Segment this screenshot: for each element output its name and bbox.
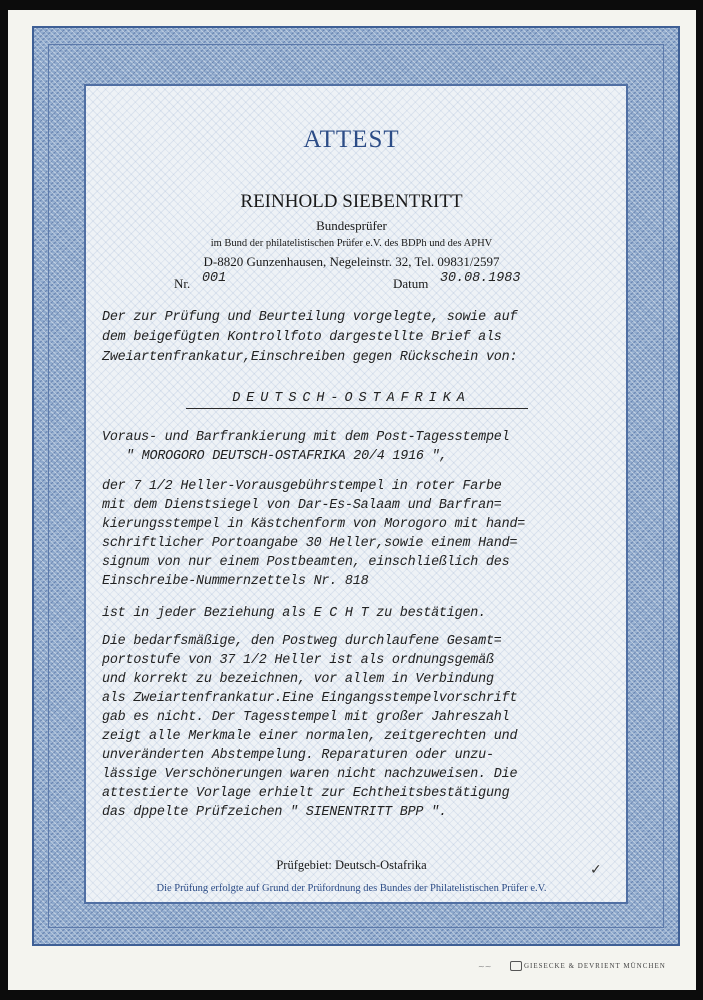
pencil-check-icon: ✓	[590, 862, 602, 878]
description-line: signum von nur einem Postbeamten, einschließlich des	[102, 555, 510, 570]
pencil-scribble-icon: ~~	[478, 962, 492, 971]
examination-region: Prüfgebiet: Deutsch-Ostafrika	[276, 858, 427, 872]
description-line: mit dem Dienstsiegel von Dar-Es-Salaam und Barfran=	[102, 498, 502, 513]
intro-line: Der zur Prüfung und Beurteilung vorgelegte, sowie auf	[102, 310, 518, 325]
details-line: lässige Verschönerungen waren nicht nachzuweisen. Die	[102, 767, 518, 782]
examiner-role: Bundesprüfer	[316, 218, 387, 233]
printer-logo-icon	[510, 961, 522, 971]
date-label: Datum	[393, 276, 429, 291]
postmark-line: " MOROGORO DEUTSCH-OSTAFRIKA 20/4 1916 ",	[126, 449, 448, 464]
association-line: im Bund der philatelistischen Prüfer e.V. des BDPh und des APHV	[210, 238, 493, 249]
details-line: und korrekt zu bezeichnen, vor allem in Verbindung	[102, 672, 494, 687]
certificate-title: ATTEST	[303, 126, 400, 153]
country-name: DEUTSCH-OSTAFRIKA	[232, 391, 471, 406]
details-line: attestierte Vorlage erhielt zur Echtheitsbestätigung	[102, 786, 510, 801]
description-line: der 7 1/2 Heller-Vorausgebührstempel in roter Farbe	[102, 479, 502, 494]
printer-imprint: GIESECKE & DEVRIENT MÜNCHEN	[524, 962, 666, 970]
examiner-address: D-8820 Gunzenhausen, Negeleinstr. 32, Tel. 09831/2597	[203, 254, 500, 269]
intro-line: Zweiartenfrankatur,Einschreiben gegen Rückschein von:	[102, 350, 518, 365]
number-value: 001	[202, 271, 227, 286]
description-line: kierungsstempel in Kästchenform von Morogoro mit hand=	[102, 517, 526, 532]
examiner-name: REINHOLD SIEBENTRITT	[240, 191, 463, 212]
postmark-line: Voraus- und Barfrankierung mit dem Post-Tagesstempel	[102, 430, 510, 445]
date-value: 30.08.1983	[440, 271, 521, 286]
description-line: schriftlicher Portoangabe 30 Heller,sowie einem Hand=	[102, 536, 518, 551]
details-line: zeigt alle Merkmale einer normalen, zeitgerechten und	[102, 729, 518, 744]
number-label: Nr.	[174, 276, 191, 291]
regulation-note: Die Prüfung erfolgte auf Grund der Prüfordnung des Bundes der Philatelistischen Prüfer e.V.	[156, 883, 547, 894]
details-line: portostufe von 37 1/2 Heller ist als ordnungsgemäß	[102, 653, 494, 668]
details-line: als Zweiartenfrankatur.Eine Eingangsstempelvorschrift	[102, 691, 518, 706]
country-underline	[186, 408, 528, 409]
details-line: unveränderten Abstempelung. Reparaturen oder unzu-	[102, 748, 494, 763]
details-line: Die bedarfsmäßige, den Postweg durchlaufene Gesamt=	[102, 634, 502, 649]
details-line: gab es nicht. Der Tagesstempel mit großer Jahreszahl	[102, 710, 510, 725]
intro-line: dem beigefügten Kontrollfoto dargestellte Brief als	[102, 330, 502, 345]
description-line: Einschreibe-Nummernzettels Nr. 818	[102, 574, 369, 589]
details-line: das dppelte Prüfzeichen " SIENENTRITT BPP ".	[102, 805, 447, 820]
verdict-line: ist in jeder Beziehung als E C H T zu bestätigen.	[102, 606, 486, 621]
